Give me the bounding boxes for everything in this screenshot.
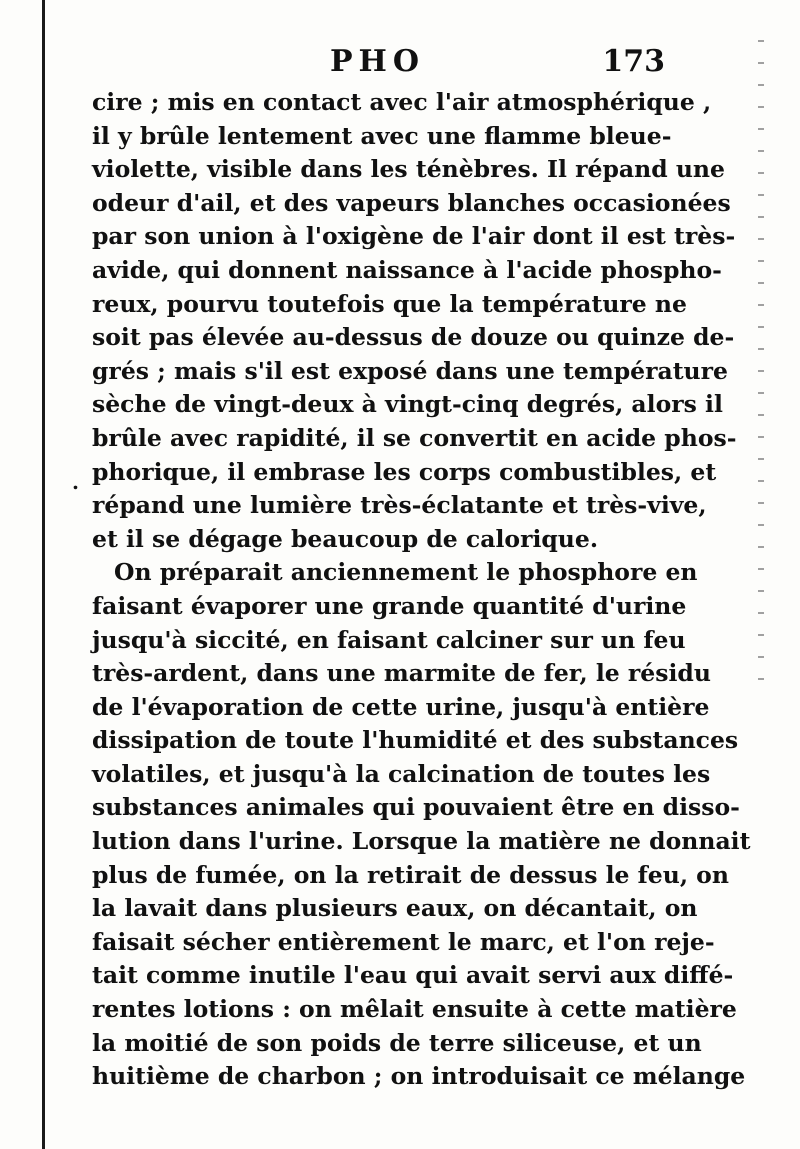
text-line: la moitié de son poids de terre siliceuse, et un xyxy=(92,1028,702,1057)
text-line: lution dans l'urine. Lorsque la matière ne donnait xyxy=(92,827,751,856)
text-line: volatiles, et jusqu'à la calcination de toutes les xyxy=(92,759,711,788)
text-line: répand une lumière très-éclatante et très-vive, xyxy=(92,491,707,520)
body-text xyxy=(92,86,751,1094)
text-line: la lavait dans plusieurs eaux, on décantait, on xyxy=(92,894,698,923)
text-line: soit pas élevée au-dessus de douze ou quinze de- xyxy=(92,323,735,352)
text-line: faisait sécher entièrement le marc, et l'on reje- xyxy=(92,927,715,956)
text-line: substances animales qui pouvaient être en disso- xyxy=(92,793,740,822)
text-line: sèche de vingt-deux à vingt-cinq degrés, alors il xyxy=(92,390,723,419)
text-line: odeur d'ail, et des vapeurs blanches occasionées xyxy=(92,188,731,217)
running-head: PHO xyxy=(330,44,426,79)
text-line: huitième de charbon ; on introduisait ce mélange xyxy=(92,1062,746,1091)
paragraph-end-line: et il se dégage beaucoup de calorique. xyxy=(92,524,599,553)
text-line: grés ; mais s'il est exposé dans une température xyxy=(92,356,728,385)
text-line: tait comme inutile l'eau qui avait servi aux diffé- xyxy=(92,961,734,990)
text-line: par son union à l'oxigène de l'air dont il est très- xyxy=(92,222,736,251)
text-line: il y brûle lentement avec une flamme bleue- xyxy=(92,121,672,150)
text-line: cire ; mis en contact avec l'air atmosphérique , xyxy=(92,88,712,116)
page-gutter-edge xyxy=(42,0,45,1149)
text-line: très-ardent, dans une marmite de fer, le résidu xyxy=(92,659,711,688)
text-line: violette, visible dans les ténèbres. Il répand une xyxy=(92,155,725,184)
text-line: reux, pourvu toutefois que la température ne xyxy=(92,289,687,318)
text-line: avide, qui donnent naissance à l'acide phospho- xyxy=(92,255,722,284)
page-header xyxy=(90,44,665,88)
margin-mark: . xyxy=(72,470,79,494)
paragraph-start-line: On préparait anciennement le phosphore en xyxy=(114,558,698,587)
text-line: brûle avec rapidité, il se convertit en acide phos- xyxy=(92,423,737,452)
text-line: jusqu'à siccité, en faisant calciner sur un feu xyxy=(92,625,686,654)
page-fore-edge xyxy=(758,40,764,680)
page-number: 173 xyxy=(602,44,665,79)
text-line: plus de fumée, on la retirait de dessus le feu, on xyxy=(92,860,729,889)
text-line: de l'évaporation de cette urine, jusqu'à entière xyxy=(92,692,710,721)
text-line: phorique, il embrase les corps combustibles, et xyxy=(92,457,717,486)
text-line: rentes lotions : on mêlait ensuite à cette matière xyxy=(92,995,737,1024)
text-line: faisant évaporer une grande quantité d'urine xyxy=(92,591,687,620)
text-line: dissipation de toute l'humidité et des substances xyxy=(92,726,739,755)
